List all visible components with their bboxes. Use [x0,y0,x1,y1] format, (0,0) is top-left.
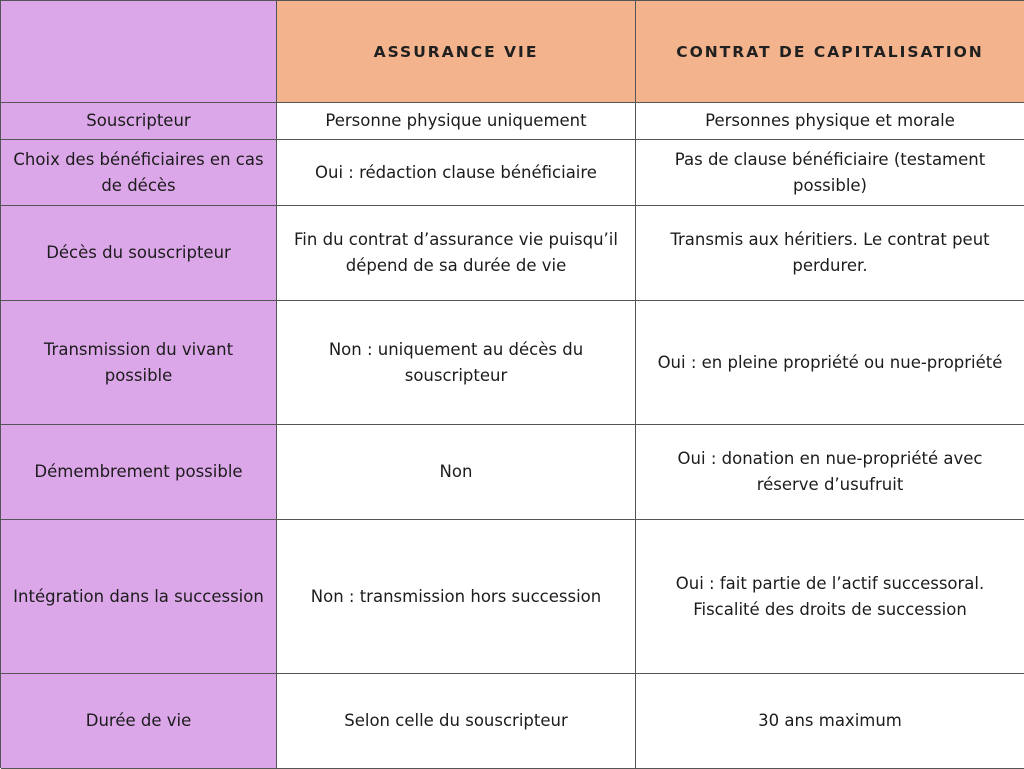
cell-capitalisation: Pas de clause bénéficiaire (testament possible) [636,140,1024,206]
cell-capitalisation: 30 ans maximum [636,674,1024,769]
cell-assurance-vie: Non : uniquement au décès du souscripteur [277,301,636,425]
cell-assurance-vie: Non : transmission hors succession [277,520,636,674]
header-contrat-capitalisation: CONTRAT DE CAPITALISATION [636,1,1024,103]
row-label-duree-vie: Durée de vie [1,674,277,769]
row-label-transmission-vivant: Transmission du vivant possible [1,301,277,425]
cell-capitalisation: Oui : en pleine propriété ou nue-propriété [636,301,1024,425]
cell-assurance-vie: Selon celle du souscripteur [277,674,636,769]
cell-capitalisation: Personnes physique et morale [636,103,1024,140]
cell-assurance-vie: Personne physique uniquement [277,103,636,140]
cell-assurance-vie: Fin du contrat d’assurance vie puisqu’il dépend de sa durée de vie [277,206,636,301]
row-label-integration-succession: Intégration dans la succession [1,520,277,674]
header-assurance-vie: ASSURANCE VIE [277,1,636,103]
row-label-souscripteur: Souscripteur [1,103,277,140]
row-label-demembrement: Démembrement possible [1,425,277,520]
cell-assurance-vie: Non [277,425,636,520]
header-corner-cell [1,1,277,103]
row-label-choix-beneficiaires: Choix des bénéficiaires en cas de décès [1,140,277,206]
cell-capitalisation: Oui : fait partie de l’actif successoral. Fiscalité des droits de succession [636,520,1024,674]
cell-assurance-vie: Oui : rédaction clause bénéficiaire [277,140,636,206]
row-label-deces-souscripteur: Décès du souscripteur [1,206,277,301]
cell-capitalisation: Oui : donation en nue-propriété avec réserve d’usufruit [636,425,1024,520]
cell-capitalisation: Transmis aux héritiers. Le contrat peut perdurer. [636,206,1024,301]
